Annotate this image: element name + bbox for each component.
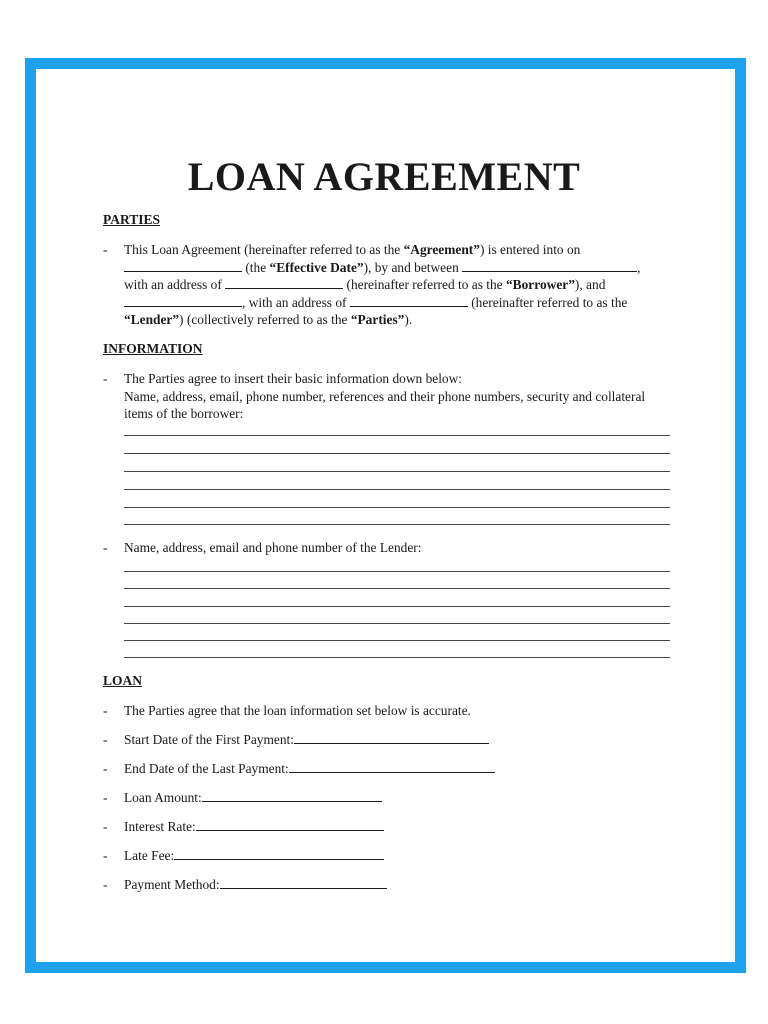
field-label: Payment Method: xyxy=(124,877,220,892)
write-line[interactable] xyxy=(124,471,670,472)
bullet-dash: - xyxy=(103,371,108,386)
bullet-dash: - xyxy=(103,761,108,776)
write-line[interactable] xyxy=(124,640,670,641)
loan-field-start-date xyxy=(103,731,670,749)
bullet-dash: - xyxy=(103,242,108,257)
payment-method-input-line[interactable] xyxy=(220,876,387,889)
borrower-address-blank[interactable] xyxy=(225,277,343,289)
loan-field-end-date xyxy=(103,760,670,778)
field-label: Loan Amount: xyxy=(124,790,202,805)
bullet-dash: - xyxy=(103,732,108,747)
loan-field-late-fee xyxy=(103,847,670,865)
write-line[interactable] xyxy=(124,435,670,436)
field-label: Start Date of the First Payment: xyxy=(124,732,294,747)
field-label: Late Fee: xyxy=(124,848,175,863)
start-date-input-line[interactable] xyxy=(294,731,489,744)
bullet-dash: - xyxy=(103,790,108,805)
interest-rate-input-line[interactable] xyxy=(196,818,384,831)
loan-field-amount xyxy=(103,789,670,807)
bullet-dash: - xyxy=(103,703,108,718)
write-line[interactable] xyxy=(124,588,670,589)
write-line[interactable] xyxy=(124,606,670,607)
borrower-name-blank[interactable] xyxy=(462,260,637,272)
write-line[interactable] xyxy=(124,623,670,624)
lender-address-blank[interactable] xyxy=(350,295,468,307)
field-label: End Date of the Last Payment: xyxy=(124,761,289,776)
write-line[interactable] xyxy=(124,657,670,658)
loan-field-payment-method xyxy=(103,876,670,894)
write-line[interactable] xyxy=(124,524,670,525)
information-item-lender: - Name, address, email and phone number of the Lender: xyxy=(103,540,422,555)
bullet-dash: - xyxy=(103,848,108,863)
end-date-input-line[interactable] xyxy=(289,760,495,773)
field-label: Interest Rate: xyxy=(124,819,196,834)
bullet-dash: - xyxy=(103,540,108,555)
information-item-borrower: - The Parties agree to insert their basic information down below: Name, address, email, phone number, references and their phone numbers, security and collateral items of the borrower: xyxy=(103,371,646,421)
write-line[interactable] xyxy=(124,507,670,508)
effective-date-blank[interactable] xyxy=(124,260,242,272)
late-fee-input-line[interactable] xyxy=(174,847,384,860)
document-title: LOAN AGREEMENT xyxy=(187,154,581,199)
section-heading-information: INFORMATION xyxy=(103,341,203,356)
lender-name-blank[interactable] xyxy=(124,295,242,307)
bullet-dash: - xyxy=(103,819,108,834)
section-heading-parties: PARTIES xyxy=(103,212,161,227)
section-heading-loan: LOAN xyxy=(103,673,143,688)
write-line[interactable] xyxy=(124,453,670,454)
loan-field-interest-rate xyxy=(103,818,670,836)
bullet-dash: - xyxy=(103,877,108,892)
parties-paragraph: - This Loan Agreement (hereinafter referred to as the “Agreement”) is entered into on (the “Effective Date”), by and between , with an address of (hereinafter referred to as the “Borrower”), and , with an address of (hereinafter referred to as the “Lender”) (collectively referred to as the “Parties”). xyxy=(103,242,641,327)
loan-amount-input-line[interactable] xyxy=(202,789,382,802)
write-line[interactable] xyxy=(124,489,670,490)
write-line[interactable] xyxy=(124,571,670,572)
loan-intro: - The Parties agree that the loan information set below is accurate. xyxy=(103,703,471,718)
